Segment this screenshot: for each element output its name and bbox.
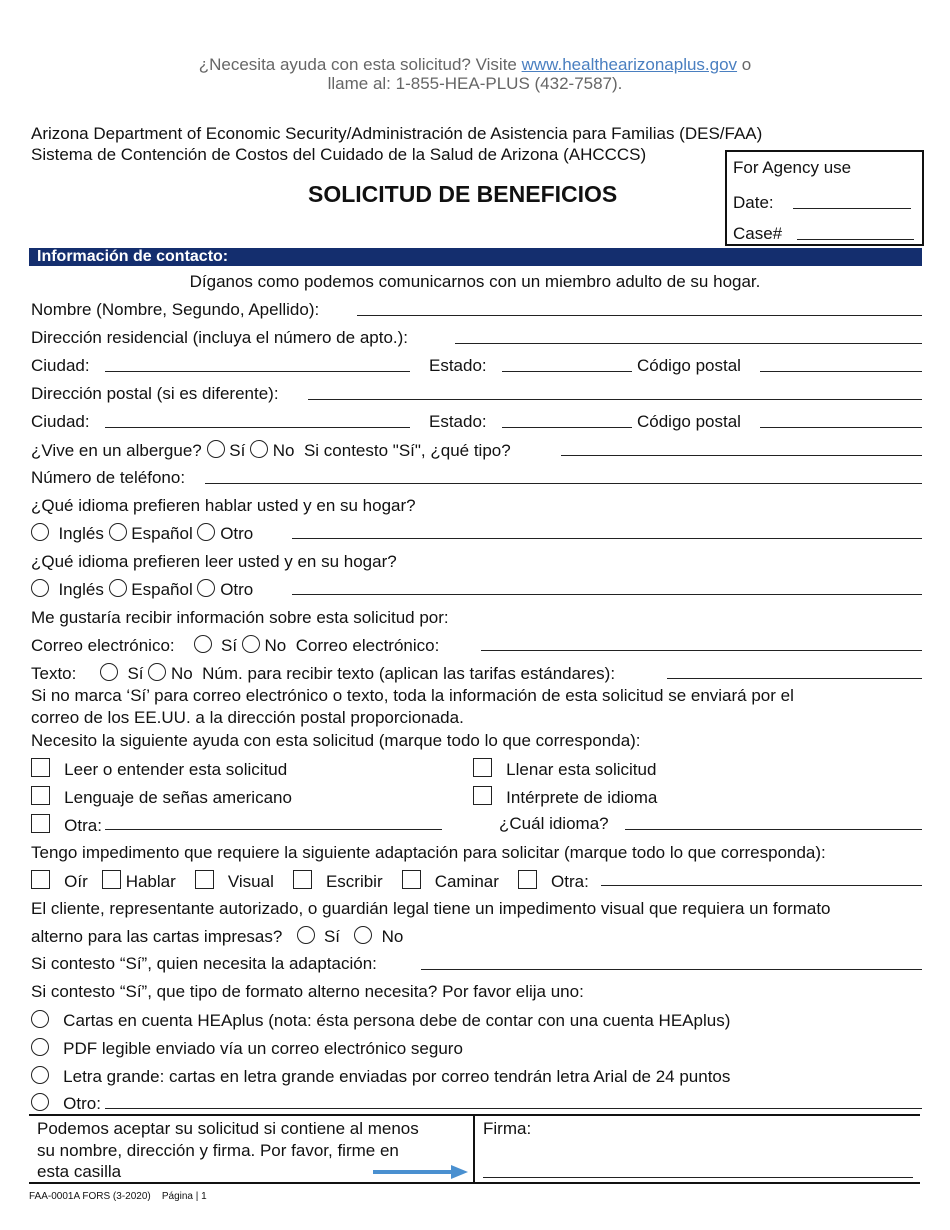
interpreter-checkbox[interactable] bbox=[473, 786, 492, 805]
zip-field[interactable] bbox=[760, 371, 922, 372]
state-field[interactable] bbox=[502, 371, 632, 372]
agency-use-box bbox=[725, 150, 924, 246]
text-yes-radio[interactable] bbox=[100, 663, 118, 681]
read-question: ¿Qué idioma prefieren leer usted y en su hogar? bbox=[31, 552, 397, 571]
signature-note-1: Podemos aceptar su solicitud si contiene al menos bbox=[37, 1119, 419, 1138]
read-other-radio[interactable] bbox=[197, 579, 215, 597]
email-yes-radio[interactable] bbox=[194, 635, 212, 653]
shelter-type-label: Si contesto "Sí", ¿qué tipo? bbox=[303, 441, 511, 460]
sign-language-label: Lenguaje de señas americano bbox=[64, 788, 292, 807]
read-english-label: Inglés bbox=[58, 580, 104, 599]
which-language-label: ¿Cuál idioma? bbox=[499, 814, 609, 833]
website-link[interactable]: www.healthearizonaplus.gov bbox=[521, 55, 738, 74]
speak-options bbox=[31, 523, 253, 544]
agency-case-field[interactable] bbox=[797, 239, 914, 240]
city-label: Ciudad: bbox=[31, 356, 90, 375]
email-no-label: No bbox=[264, 636, 287, 655]
signature-field[interactable] bbox=[483, 1177, 913, 1178]
write-checkbox[interactable] bbox=[293, 870, 312, 889]
text-no-label: No bbox=[170, 664, 193, 683]
visual-no-label: No bbox=[381, 927, 404, 946]
text-field-label: Núm. para recibir texto (aplican las tarifas estándares): bbox=[202, 664, 616, 683]
write-label: Escribir bbox=[325, 872, 383, 891]
format-4-radio[interactable] bbox=[31, 1093, 49, 1111]
format-question: Si contesto “Sí”, que tipo de formato alterno necesita? Por favor elija uno: bbox=[31, 982, 584, 1001]
format-1-label: Cartas en cuenta HEAplus (nota: ésta persona debe de contar con una cuenta HEAplus) bbox=[63, 1011, 731, 1030]
signature-block bbox=[29, 1114, 920, 1184]
phone-field[interactable] bbox=[205, 483, 922, 484]
text-row bbox=[31, 663, 615, 684]
walk-label: Caminar bbox=[434, 872, 499, 891]
format-1-radio[interactable] bbox=[31, 1010, 49, 1028]
shelter-no-label: No bbox=[272, 441, 295, 460]
hear-label: Oír bbox=[64, 872, 88, 891]
department-line-1: Arizona Department of Economic Security/Administración de Asistencia para Familias (DES/FAA) bbox=[31, 124, 763, 143]
help-text: ¿Necesita ayuda con esta solicitud? Visite bbox=[198, 55, 522, 74]
speak-spanish-radio[interactable] bbox=[109, 523, 127, 541]
who-needs-field[interactable] bbox=[421, 969, 922, 970]
shelter-yes-label: Sí bbox=[229, 441, 246, 460]
agency-title: For Agency use bbox=[733, 158, 852, 177]
format-4-label: Otro: bbox=[63, 1094, 101, 1113]
receive-question: Me gustaría recibir información sobre esta solicitud por: bbox=[31, 608, 449, 627]
read-understand-checkbox[interactable] bbox=[31, 758, 50, 777]
residential-field[interactable] bbox=[455, 343, 922, 344]
text-no-radio[interactable] bbox=[148, 663, 166, 681]
email-yes-label: Sí bbox=[220, 636, 238, 655]
agency-date-label: Date: bbox=[733, 193, 774, 212]
help-line-2: llame al: 1-855-HEA-PLUS (432-7587). bbox=[327, 74, 623, 93]
signature-divider bbox=[473, 1116, 475, 1182]
footer bbox=[29, 1191, 207, 1202]
format-option-1 bbox=[31, 1010, 730, 1031]
help-needed-question: Necesito la siguiente ayuda con esta solicitud (marque todo lo que corresponda): bbox=[31, 731, 641, 750]
impairment-question: Tengo impedimento que requiere la siguiente adaptación para solicitar (marque todo lo que corresponda): bbox=[31, 843, 826, 862]
read-english-radio[interactable] bbox=[31, 579, 49, 597]
other-help-option bbox=[31, 814, 102, 836]
name-field[interactable] bbox=[357, 315, 922, 316]
mailing-zip-label: Código postal bbox=[637, 412, 741, 431]
mailing-state-label: Estado: bbox=[429, 412, 487, 431]
speak-label: Hablar bbox=[125, 872, 176, 891]
name-label: Nombre (Nombre, Segundo, Apellido): bbox=[31, 300, 320, 319]
zip-label: Código postal bbox=[637, 356, 741, 375]
other-help-field[interactable] bbox=[105, 829, 442, 830]
mailing-label: Dirección postal (si es diferente): bbox=[31, 384, 279, 403]
mail-note-2: correo de los EE.UU. a la dirección postal proporcionada. bbox=[31, 708, 464, 727]
other-help-checkbox[interactable] bbox=[31, 814, 50, 833]
fill-out-option bbox=[473, 758, 656, 780]
read-options bbox=[31, 579, 253, 600]
text-label: Texto: bbox=[31, 664, 77, 683]
speak-other-label: Otro bbox=[220, 524, 254, 543]
email-field[interactable] bbox=[481, 650, 922, 651]
sign-language-checkbox[interactable] bbox=[31, 786, 50, 805]
mail-note-1: Si no marca ‘Sí’ para correo electrónico o texto, toda la información de esta solicitud se enviará por el bbox=[31, 686, 794, 705]
email-no-radio[interactable] bbox=[242, 635, 260, 653]
signature-note-2: su nombre, dirección y firma. Por favor, firme en bbox=[37, 1141, 399, 1160]
visual-label: Visual bbox=[227, 872, 274, 891]
section-header bbox=[29, 248, 922, 266]
fill-out-label: Llenar esta solicitud bbox=[506, 760, 657, 779]
read-spanish-radio[interactable] bbox=[109, 579, 127, 597]
intro-text: Díganos como podemos comunicarnos con un miembro adulto de su hogar. bbox=[189, 272, 761, 291]
city-field[interactable] bbox=[105, 371, 410, 372]
other-help-label: Otra: bbox=[64, 816, 102, 835]
shelter-type-field[interactable] bbox=[561, 455, 922, 456]
other-impairment-checkbox[interactable] bbox=[518, 870, 537, 889]
residential-label: Dirección residencial (incluya el número de apto.): bbox=[31, 328, 409, 347]
signature-label: Firma: bbox=[483, 1119, 532, 1138]
read-understand-label: Leer o entender esta solicitud bbox=[64, 760, 288, 779]
interpreter-option bbox=[473, 786, 657, 808]
format-3-radio[interactable] bbox=[31, 1066, 49, 1084]
mailing-field[interactable] bbox=[308, 399, 922, 400]
visual-question-1: El cliente, representante autorizado, o guardián legal tiene un impedimento visual que requiera un formato bbox=[31, 899, 831, 918]
visual-yes-label: Sí bbox=[323, 927, 341, 946]
help-suffix: o bbox=[737, 55, 752, 74]
format-2-label: PDF legible enviado vía un correo electrónico seguro bbox=[63, 1039, 463, 1058]
other-impairment-field[interactable] bbox=[601, 885, 922, 886]
format-option-4 bbox=[31, 1093, 101, 1114]
phone-label: Número de teléfono: bbox=[31, 468, 186, 487]
speak-question: ¿Qué idioma prefieren hablar usted y en su hogar? bbox=[31, 496, 416, 515]
speak-spanish-label: Español bbox=[131, 524, 193, 543]
format-other-field[interactable] bbox=[105, 1108, 922, 1109]
shelter-row bbox=[31, 440, 511, 461]
department-line-2: Sistema de Contención de Costos del Cuidado de la Salud de Arizona (AHCCCS) bbox=[31, 145, 647, 164]
speak-english-radio[interactable] bbox=[31, 523, 49, 541]
email-field-label: Correo electrónico: bbox=[295, 636, 440, 655]
help-line-1 bbox=[0, 55, 950, 75]
format-option-3 bbox=[31, 1066, 730, 1087]
shelter-yes-radio[interactable] bbox=[207, 440, 225, 458]
email-label: Correo electrónico: bbox=[31, 636, 175, 655]
signature-note-3: esta casilla bbox=[37, 1162, 122, 1181]
read-other-field[interactable] bbox=[292, 594, 922, 595]
speak-checkbox[interactable] bbox=[102, 870, 121, 889]
arrow-right-icon bbox=[373, 1164, 469, 1180]
mailing-city-field[interactable] bbox=[105, 427, 410, 428]
section-title: Información de contacto: bbox=[37, 248, 229, 265]
text-yes-label: Sí bbox=[127, 664, 144, 683]
speak-other-field[interactable] bbox=[292, 538, 922, 539]
text-number-field[interactable] bbox=[667, 678, 922, 679]
mailing-zip-field[interactable] bbox=[760, 427, 922, 428]
visual-no-radio[interactable] bbox=[354, 926, 372, 944]
read-other-label: Otro bbox=[220, 580, 254, 599]
walk-checkbox[interactable] bbox=[402, 870, 421, 889]
shelter-no-radio[interactable] bbox=[250, 440, 268, 458]
format-option-2 bbox=[31, 1038, 463, 1059]
format-3-label: Letra grande: cartas en letra grande enviadas por correo tendrán letra Arial de 24 puntos bbox=[63, 1067, 731, 1086]
visual-yes-radio[interactable] bbox=[297, 926, 315, 944]
read-understand-option bbox=[31, 758, 287, 780]
impairment-options bbox=[31, 870, 589, 892]
page-number: Página | 1 bbox=[161, 1191, 207, 1202]
shelter-question: ¿Vive en un albergue? bbox=[31, 441, 202, 460]
other-impairment-label: Otra: bbox=[551, 872, 589, 891]
sign-language-option bbox=[31, 786, 292, 808]
state-label: Estado: bbox=[429, 356, 487, 375]
form-id: FAA-0001A FORS (3-2020) bbox=[29, 1191, 151, 1202]
interpreter-label: Intérprete de idioma bbox=[506, 788, 658, 807]
mailing-state-field[interactable] bbox=[502, 427, 632, 428]
mailing-city-label: Ciudad: bbox=[31, 412, 90, 431]
visual-question-2-row bbox=[31, 926, 403, 947]
hear-checkbox[interactable] bbox=[31, 870, 50, 889]
speak-other-radio[interactable] bbox=[197, 523, 215, 541]
page-title: SOLICITUD DE BENEFICIOS bbox=[308, 181, 618, 207]
format-2-radio[interactable] bbox=[31, 1038, 49, 1056]
read-spanish-label: Español bbox=[131, 580, 193, 599]
who-needs-label: Si contesto “Sí”, quien necesita la adaptación: bbox=[31, 954, 377, 973]
fill-out-checkbox[interactable] bbox=[473, 758, 492, 777]
agency-date-field[interactable] bbox=[793, 208, 911, 209]
which-language-field[interactable] bbox=[625, 829, 922, 830]
speak-english-label: Inglés bbox=[58, 524, 104, 543]
visual-question-2: alterno para las cartas impresas? bbox=[31, 927, 283, 946]
visual-checkbox[interactable] bbox=[195, 870, 214, 889]
email-row bbox=[31, 635, 439, 656]
agency-case-label: Case# bbox=[733, 224, 783, 243]
